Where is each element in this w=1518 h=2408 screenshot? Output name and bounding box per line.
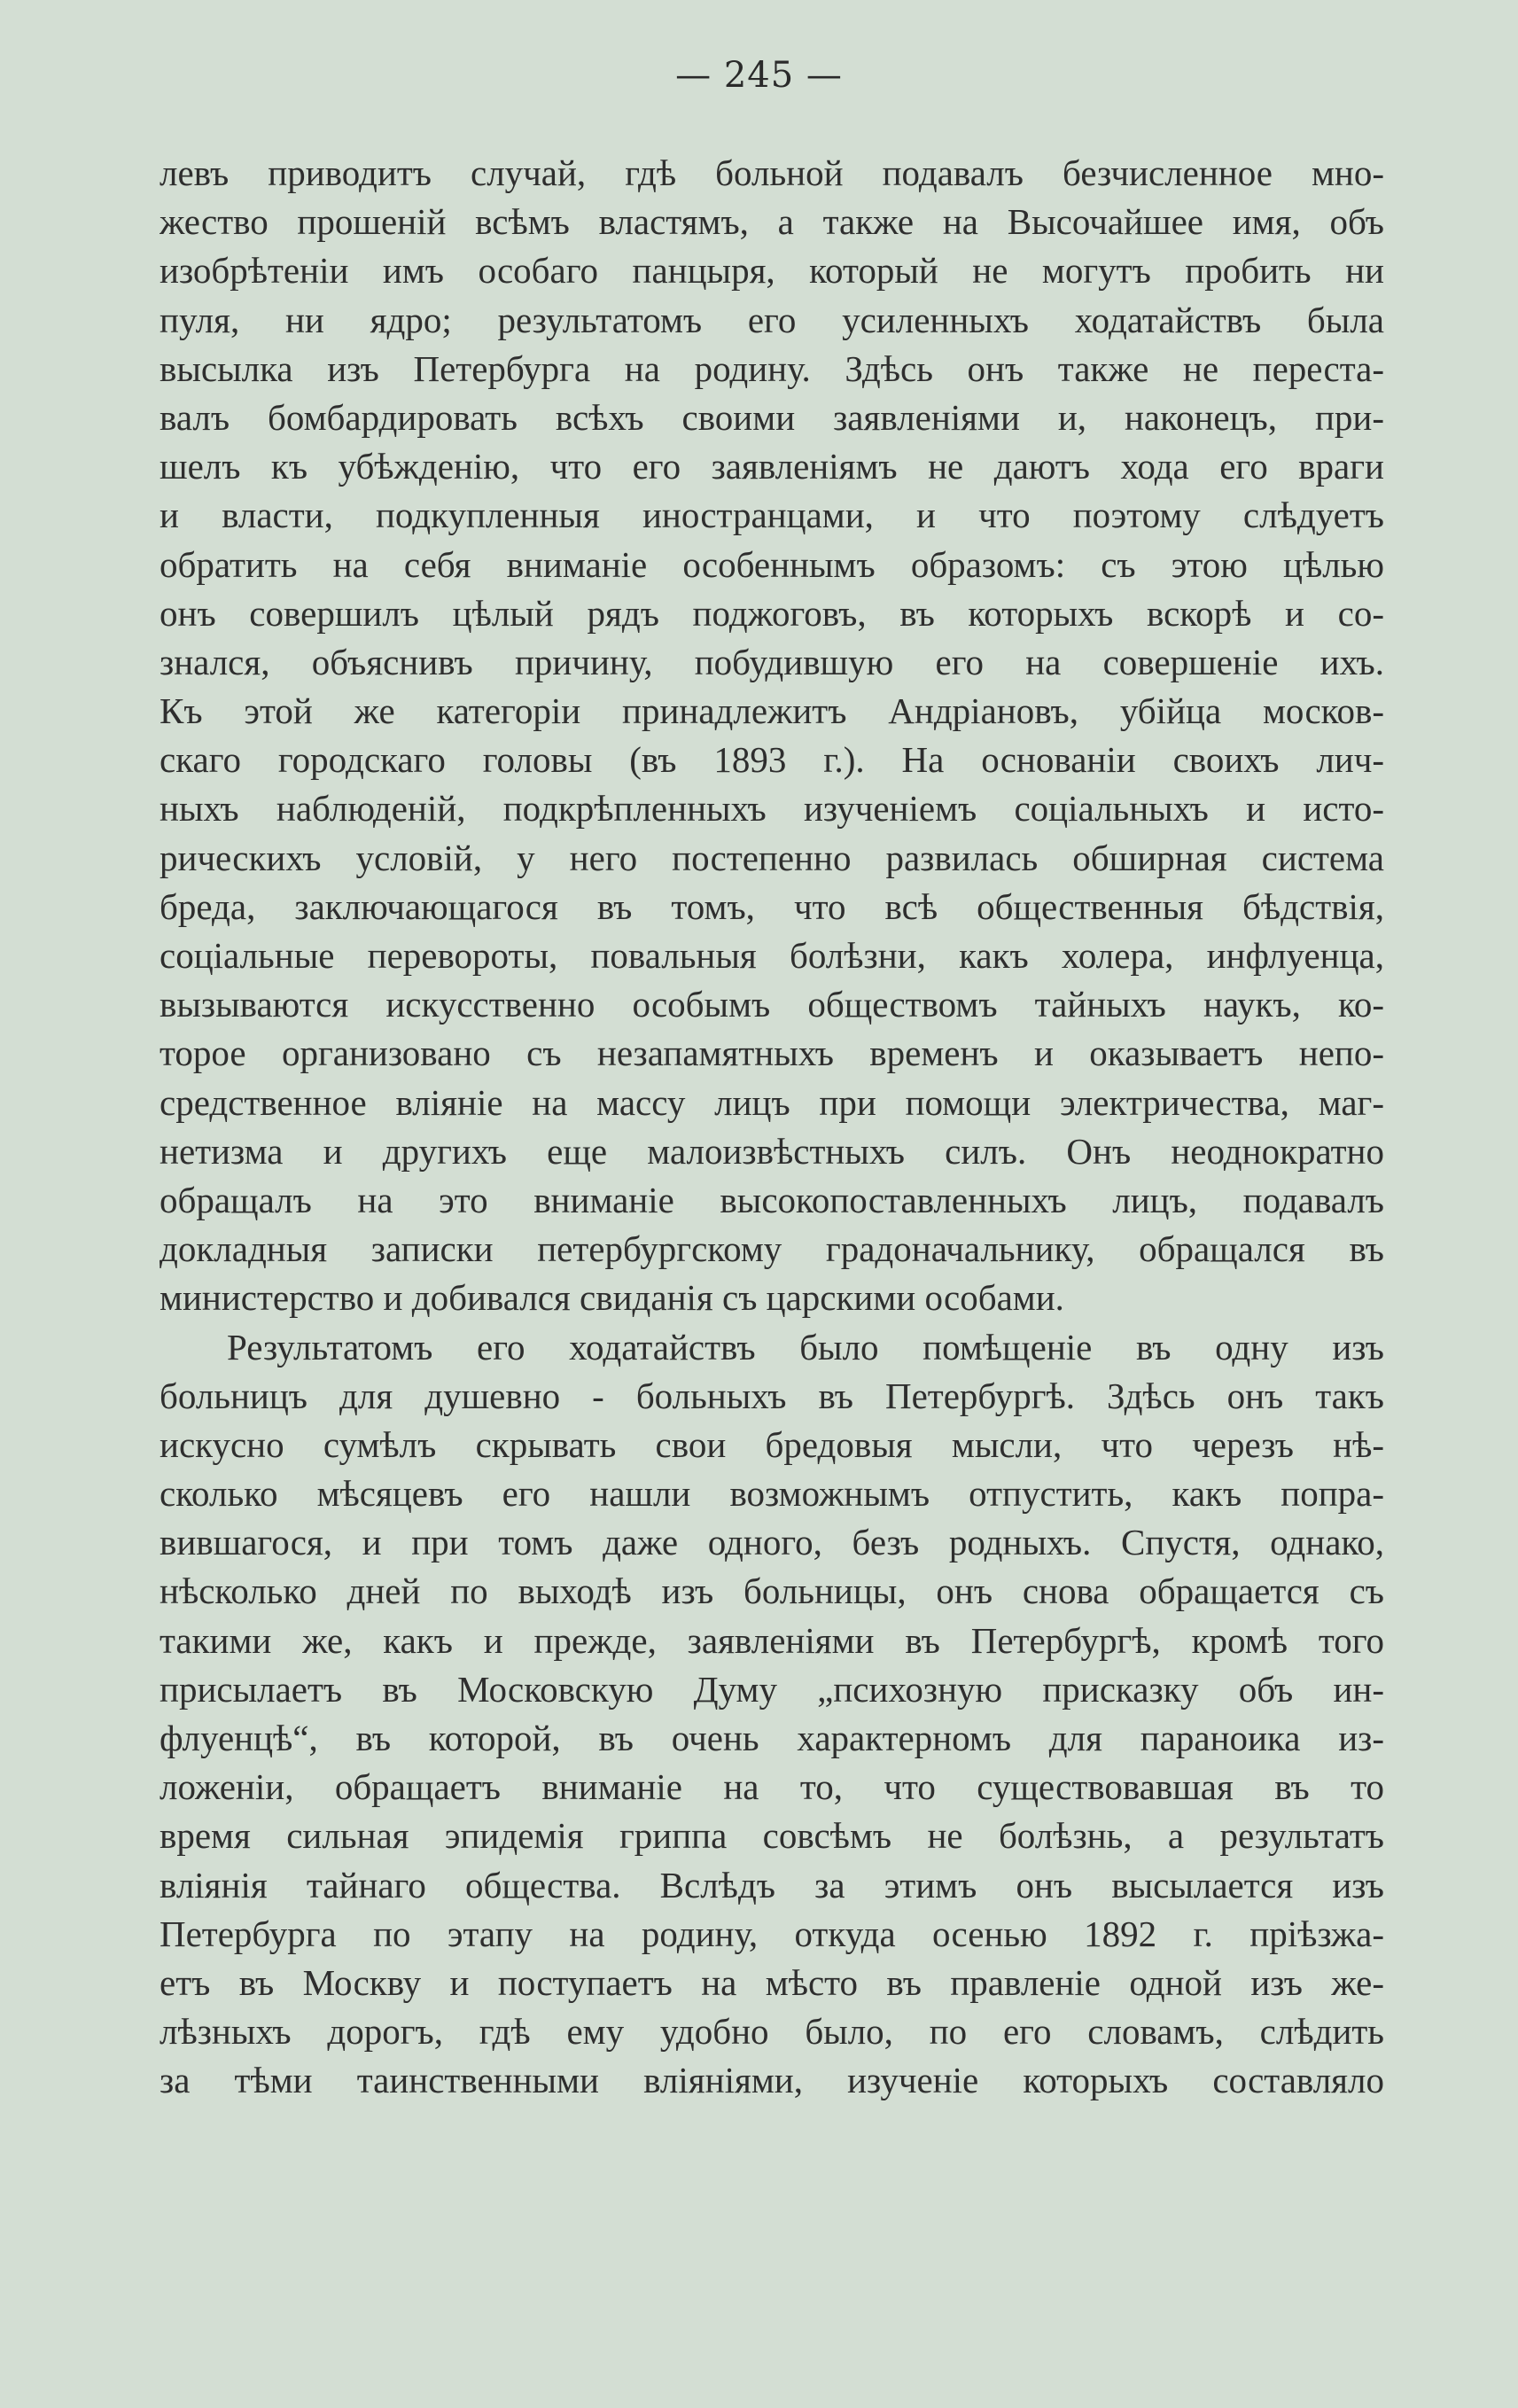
text-line: вившагося, и при томъ даже одного, безъ родныхъ. Спустя, однако, — [160, 1522, 1384, 1563]
text-line: валъ бомбардировать всѣхъ своими заявленіями и, наконецъ, при- — [160, 396, 1384, 438]
text-line: изобрѣтеніи имъ особаго панцыря, который не могутъ пробить ни — [160, 250, 1384, 292]
text-line: левъ приводитъ случай, гдѣ больной подавалъ безчисленное мно- — [160, 152, 1384, 193]
text-line: знался, объяснивъ причину, побудившую его на совершеніе ихъ. — [160, 641, 1384, 682]
text-line: Петербурга по этапу на родину, откуда осенью 1892 г. пріѣзжа- — [160, 1913, 1384, 1954]
text-line: жество прошеній всѣмъ властямъ, а также на Высочайшее имя, объ — [160, 201, 1384, 243]
text-line: присылаетъ въ Московскую Думу „психозную присказку объ ин- — [160, 1668, 1384, 1710]
text-line: бреда, заключающагося въ томъ, что всѣ общественныя бѣдствія, — [160, 885, 1384, 927]
paragraph — [160, 1323, 1384, 2106]
text-line: скаго городскаго головы (въ 1893 г.). На основаніи своихъ лич- — [160, 739, 1384, 781]
page-number: — 245 — — [675, 55, 843, 96]
text-line: шелъ къ убѣжденію, что его заявленіямъ не даютъ хода его враги — [160, 446, 1384, 487]
body-text — [160, 149, 1384, 2106]
text-line: высылка изъ Петербурга на родину. Здѣсь онъ также не переста- — [160, 347, 1384, 389]
paragraph — [160, 149, 1384, 1323]
text-line: пуля, ни ядро; результатомъ его усиленныхъ ходатайствъ была — [160, 299, 1384, 340]
text-line: обратить на себя вниманіе особеннымъ образомъ: съ этою цѣлью — [160, 543, 1384, 585]
text-line: за тѣми таинственными вліяніями, изученіе которыхъ составляло — [160, 2060, 1384, 2101]
text-line: флуенцѣ“, въ которой, въ очень характерномъ для параноика из- — [160, 1718, 1384, 1758]
text-line: нетизма и другихъ еще малоизвѣстныхъ силъ. Онъ неоднократно — [160, 1130, 1384, 1172]
text-line: вызываются искусственно особымъ обществомъ тайныхъ наукъ, ко- — [160, 984, 1384, 1025]
text-line: ныхъ наблюденій, подкрѣпленныхъ изученіемъ соціальныхъ и исто- — [160, 788, 1384, 830]
text-line: лѣзныхъ дорогъ, гдѣ ему удобно было, по его словамъ, слѣдить — [160, 2011, 1384, 2053]
text-line: докладныя записки петербургскому градоначальнику, обращался въ — [160, 1228, 1384, 1270]
text-line: сколько мѣсяцевъ его нашли возможнымъ отпустить, какъ попра- — [160, 1473, 1384, 1515]
text-line: средственное вліяніе на массу лицъ при помощи электричества, маг- — [160, 1081, 1384, 1123]
text-line: обращалъ на это вниманіе высокопоставленныхъ лицъ, подавалъ — [160, 1179, 1384, 1220]
text-line: ложеніи, обращаетъ вниманіе на то, что существовавшая въ то — [160, 1766, 1384, 1808]
text-line: Къ этой же категоріи принадлежитъ Андріановъ, убійца москов- — [160, 690, 1384, 732]
text-line: министерство и добивался свиданія съ царскими особами. — [160, 1277, 1064, 1319]
text-line: етъ въ Москву и поступаетъ на мѣсто въ правленіе одной изъ же- — [160, 1961, 1384, 2003]
text-line: соціальные перевороты, повальныя болѣзни, какъ холера, инфлуенца, — [160, 935, 1384, 976]
text-line: больницъ для душевно - больныхъ въ Петербургѣ. Здѣсь онъ такъ — [160, 1375, 1384, 1416]
text-line: время сильная эпидемія гриппа совсѣмъ не болѣзнь, а результатъ — [160, 1815, 1384, 1857]
text-line: рическихъ условій, у него постепенно развилась обширная система — [160, 837, 1384, 878]
text-line: и власти, подкупленныя иностранцами, и что поэтому слѣдуетъ — [160, 495, 1384, 536]
text-line: вліянія тайнаго общества. Вслѣдъ за этимъ онъ высылается изъ — [160, 1864, 1384, 1905]
text-line: такими же, какъ и прежде, заявленіями въ Петербургѣ, кромѣ того — [160, 1619, 1384, 1661]
text-line: торое организовано съ незапамятныхъ временъ и оказываетъ непо- — [160, 1033, 1384, 1074]
text-line: Результатомъ его ходатайствъ было помѣщеніе въ одну изъ — [227, 1326, 1384, 1368]
text-line: искусно сумѣлъ скрывать свои бредовыя мысли, что черезъ нѣ- — [160, 1423, 1384, 1465]
text-line: нѣсколько дней по выходѣ изъ больницы, онъ снова обращается съ — [160, 1570, 1384, 1612]
text-line: онъ совершилъ цѣлый рядъ поджоговъ, въ которыхъ вскорѣ и со- — [160, 592, 1384, 634]
